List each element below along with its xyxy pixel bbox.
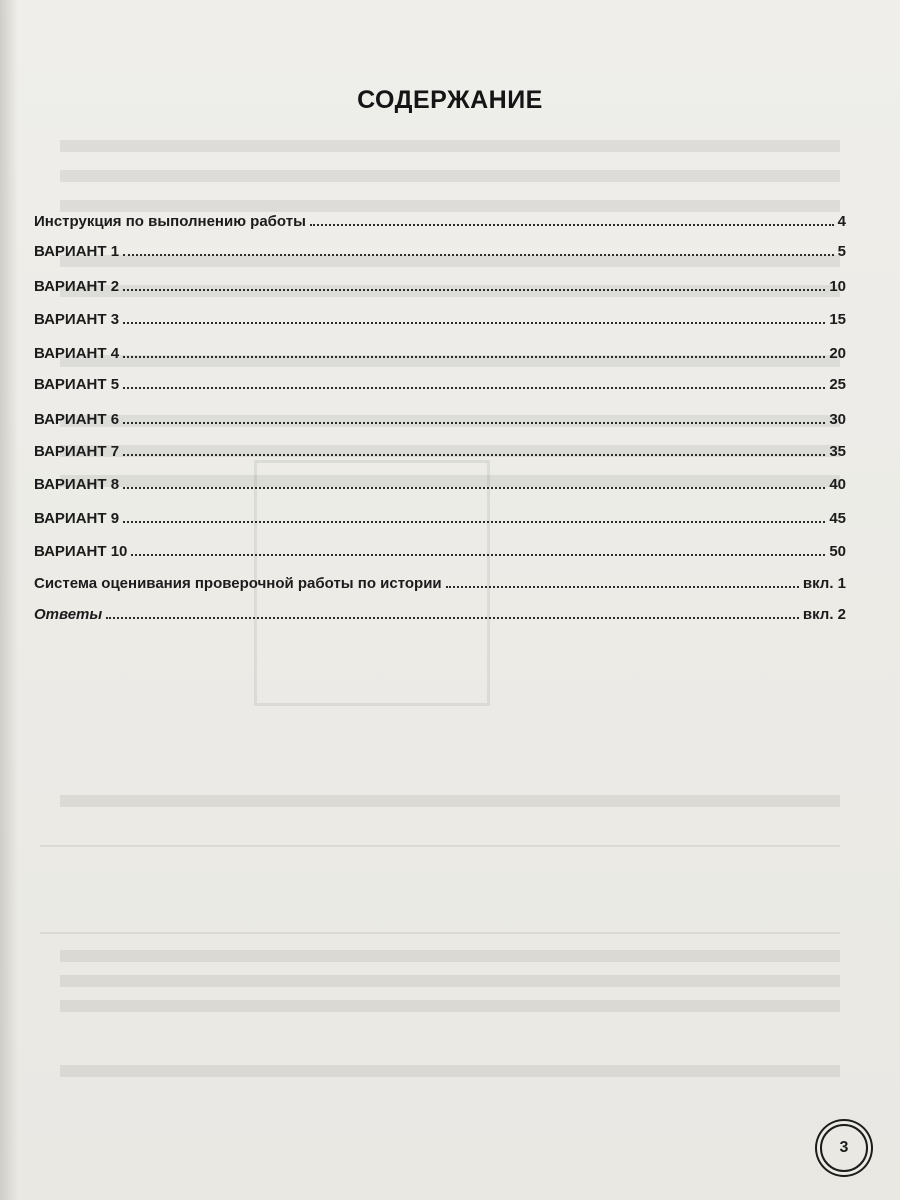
toc-entry bbox=[34, 371, 846, 393]
toc-entry bbox=[34, 340, 846, 362]
toc-leader-dots bbox=[123, 387, 825, 389]
toc-leader-dots bbox=[123, 454, 825, 456]
toc-entry-page: вкл. 2 bbox=[802, 606, 846, 623]
toc-entry-label: ВАРИАНТ 10 bbox=[34, 543, 128, 560]
toc-entry bbox=[34, 273, 846, 295]
toc-entry-label: ВАРИАНТ 8 bbox=[34, 476, 120, 493]
toc-entry-label: ВАРИАНТ 7 bbox=[34, 443, 120, 460]
toc-entry-label: Ответы bbox=[34, 606, 103, 623]
toc-entry bbox=[34, 306, 846, 328]
page-spine-shadow bbox=[0, 0, 18, 1200]
toc-leader-dots bbox=[123, 422, 825, 424]
toc-leader-dots bbox=[123, 254, 834, 256]
toc-entry bbox=[34, 471, 846, 493]
page-title: СОДЕРЖАНИЕ bbox=[357, 86, 543, 114]
toc-entry bbox=[34, 438, 846, 460]
toc-leader-dots bbox=[123, 521, 825, 523]
toc-entry-page: 4 bbox=[837, 213, 846, 230]
toc-entry-page: 10 bbox=[829, 278, 846, 295]
toc-entry-label: ВАРИАНТ 3 bbox=[34, 311, 120, 328]
toc-entry-page: 15 bbox=[829, 311, 846, 328]
toc-entry bbox=[34, 601, 846, 623]
toc-leader-dots bbox=[123, 487, 825, 489]
toc-leader-dots bbox=[446, 586, 799, 588]
toc-leader-dots bbox=[106, 617, 799, 619]
toc-entry bbox=[34, 238, 846, 260]
toc-entry-label: ВАРИАНТ 6 bbox=[34, 411, 120, 428]
toc-entry bbox=[34, 505, 846, 527]
toc-entry-label: ВАРИАНТ 9 bbox=[34, 510, 120, 527]
toc-entry-label: ВАРИАНТ 4 bbox=[34, 345, 120, 362]
toc-entry-label: ВАРИАНТ 5 bbox=[34, 376, 120, 393]
toc-leader-dots bbox=[123, 322, 825, 324]
toc-entry-label: Система оценивания проверочной работы по истории bbox=[34, 575, 442, 592]
toc-entry bbox=[34, 208, 846, 230]
toc-entry-label: ВАРИАНТ 2 bbox=[34, 278, 120, 295]
toc-entry-label: Инструкция по выполнению работы bbox=[34, 213, 306, 230]
toc-entry bbox=[34, 570, 846, 592]
toc-entry bbox=[34, 538, 846, 560]
toc-leader-dots bbox=[310, 224, 834, 226]
page-number-badge bbox=[820, 1124, 868, 1172]
toc-entry-page: 25 bbox=[829, 376, 846, 393]
toc-entry bbox=[34, 406, 846, 428]
toc-entry-page: 50 bbox=[829, 543, 846, 560]
toc-entry-page: 35 bbox=[829, 443, 846, 460]
toc-entry-page: 20 bbox=[829, 345, 846, 362]
page-number: 3 bbox=[839, 1139, 849, 1156]
toc-leader-dots bbox=[131, 554, 825, 556]
toc-entry-label: ВАРИАНТ 1 bbox=[34, 243, 120, 260]
toc-leader-dots bbox=[123, 356, 825, 358]
toc-leader-dots bbox=[123, 289, 825, 291]
toc-entry-page: вкл. 1 bbox=[802, 575, 846, 592]
toc-entry-page: 30 bbox=[829, 411, 846, 428]
toc-entry-page: 40 bbox=[829, 476, 846, 493]
toc-entry-page: 45 bbox=[829, 510, 846, 527]
toc-entry-page: 5 bbox=[837, 243, 846, 260]
